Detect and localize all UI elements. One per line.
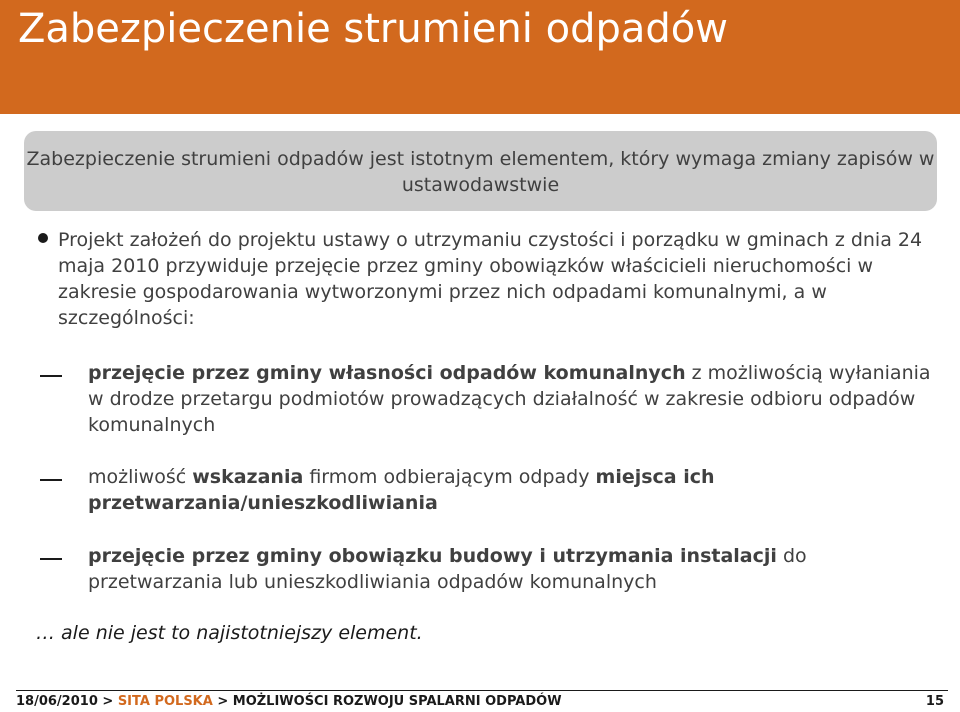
footer-topic: > MOŻLIWOŚCI ROZWOJU SPALARNI ODPADÓW xyxy=(212,694,562,709)
subitem-3-text: do przetwarzania lub unieszkodliwiania odpadów komunalnych xyxy=(88,545,807,593)
subitem-1-text: z możliwością wyłaniania w drodze przetargu podmiotów prowadzących działalność w zakresie odbioru odpadów komunalnych xyxy=(88,362,931,436)
footer-breadcrumb xyxy=(16,694,562,709)
footer xyxy=(16,690,948,710)
slide-title: Zabezpieczenie strumieni odpadów xyxy=(18,6,728,52)
subitem-2-bold2: miejsca ich przetwarzania/unieszkodliwiania xyxy=(88,466,715,514)
subitem-2 xyxy=(88,464,938,516)
dash-icon xyxy=(40,479,62,481)
subitem-1-bold: przejęcie przez gminy własności odpadów komunalnych xyxy=(88,362,686,384)
dash-icon xyxy=(40,558,62,560)
main-bullet-text: Projekt założeń do projektu ustawy o utrzymaniu czystości i porządku w gminach z dnia 24 maja 2010 przywiduje przejęcie przez gminy obowiązków właścicieli nieruchomości w zakresie gospodarowania wytworzonymi przez nich odpadami komunalnymi, a w szczególności: xyxy=(58,229,923,329)
page-number: 15 xyxy=(925,694,944,709)
footer-divider xyxy=(16,690,948,691)
subitem-3 xyxy=(88,543,938,595)
callout-box xyxy=(24,131,937,211)
closing-remark: … ale nie jest to najistotniejszy element. xyxy=(36,622,423,644)
dash-icon xyxy=(40,375,62,377)
bullet-icon xyxy=(38,233,48,243)
subitem-2-text0: możliwość xyxy=(88,466,193,488)
subitem-2-text1: firmom odbierającym odpady xyxy=(303,466,596,488)
subitem-2-bold1: wskazania xyxy=(192,466,304,488)
footer-date: 18/06/2010 > xyxy=(16,694,118,709)
subitem-3-bold: przejęcie przez gminy obowiązku budowy i utrzymania instalacji xyxy=(88,545,777,567)
title-bar xyxy=(0,0,960,114)
callout-text: Zabezpieczenie strumieni odpadów jest istotnym elementem, który wymaga zmiany zapisów w ustawodawstwie xyxy=(26,148,935,196)
subitem-1 xyxy=(88,360,938,438)
footer-brand: SITA POLSKA xyxy=(117,694,213,709)
